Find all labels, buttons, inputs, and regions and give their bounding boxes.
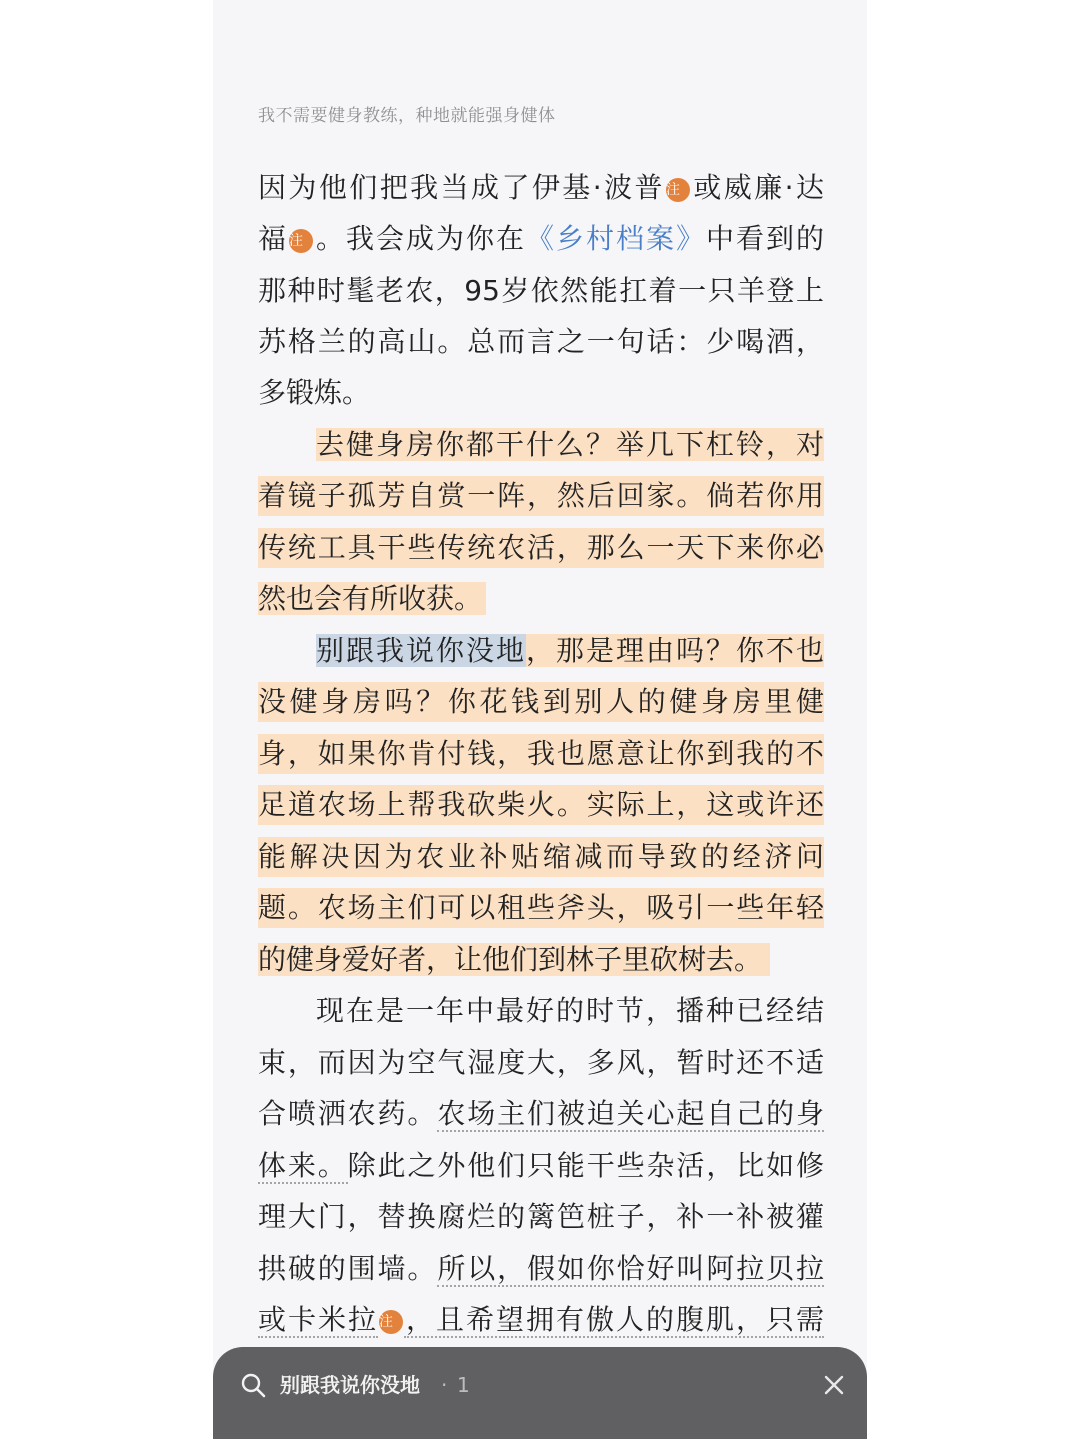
highlighted-line[interactable]: 能解决因为农业补贴缩减而导致的经济问 bbox=[258, 837, 824, 877]
highlighted-text[interactable]: 的健身爱好者，让他们到林子里砍树去。 bbox=[258, 943, 770, 976]
footnote-marker[interactable]: 注 bbox=[289, 229, 313, 253]
text-line: 多锻炼。 bbox=[258, 376, 371, 409]
underlined-text[interactable]: ，且希望拥有傲人的腹肌，只需 bbox=[404, 1303, 824, 1336]
text-line bbox=[316, 631, 824, 671]
search-icon[interactable] bbox=[239, 1371, 267, 1399]
search-query[interactable]: 别跟我说你没地 bbox=[280, 1373, 420, 1397]
search-result-count: 1 bbox=[457, 1373, 470, 1397]
text-line: 现在是一年中最好的时节，播种已经结 bbox=[316, 994, 824, 1027]
search-match[interactable]: 别跟我说你没地 bbox=[316, 634, 526, 667]
chapter-title: 我不需要健身教练，种地就能强身健体 bbox=[258, 106, 556, 126]
text-line: 那种时髦老农，95岁依然能扛着一只羊登上 bbox=[258, 274, 824, 307]
text-line bbox=[258, 579, 486, 619]
highlighted-line[interactable]: 没健身房吗？你花钱到别人的健身房里健 bbox=[258, 682, 824, 722]
underlined-text[interactable]: 农场主们被迫关心起自己的身 bbox=[437, 1097, 824, 1130]
underlined-text[interactable]: 或卡米拉 bbox=[258, 1303, 378, 1336]
text-span: 拱破的围墙。 bbox=[258, 1252, 438, 1285]
text-line: 束，而因为空气湿度大，多风，暂时还不适 bbox=[258, 1046, 824, 1079]
highlighted-line[interactable]: 足道农场上帮我砍柴火。实际上，这或许还 bbox=[258, 785, 824, 825]
text-span: 合喷洒农药。 bbox=[258, 1097, 438, 1130]
text-span: 或威廉·达 bbox=[690, 171, 824, 204]
close-icon[interactable] bbox=[821, 1372, 847, 1398]
highlighted-text[interactable]: ，那是理由吗？你不也 bbox=[526, 634, 824, 667]
text-line: 理大门，替换腐烂的篱笆桩子，补一补被獾 bbox=[258, 1200, 824, 1233]
text-line bbox=[258, 1094, 824, 1134]
text-line: 苏格兰的高山。总而言之一句话：少喝酒， bbox=[258, 325, 824, 358]
footnote-marker[interactable]: 注 bbox=[379, 1310, 403, 1334]
text-line bbox=[258, 1300, 824, 1340]
underlined-text[interactable]: 体来。 bbox=[258, 1149, 348, 1182]
highlighted-text[interactable]: 然也会有所收获。 bbox=[258, 582, 486, 615]
book-link[interactable]: 《乡村档案》 bbox=[525, 222, 706, 255]
highlighted-text[interactable]: 去健身房你都干什么？举几下杠铃，对 bbox=[316, 428, 824, 461]
highlighted-line[interactable]: 题。农场主们可以租些斧头，吸引一些年轻 bbox=[258, 888, 824, 928]
search-separator: · bbox=[441, 1373, 448, 1397]
text-line bbox=[258, 219, 824, 259]
reader-page bbox=[213, 0, 867, 1439]
text-line bbox=[258, 1146, 824, 1186]
text-span: 。我会成为你在 bbox=[314, 222, 526, 255]
text-span: 除此之外他们只能干些杂活，比如修 bbox=[347, 1149, 824, 1182]
footnote-marker[interactable]: 注 bbox=[666, 178, 690, 202]
text-line bbox=[258, 940, 770, 980]
highlighted-line[interactable]: 身，如果你肯付钱，我也愿意让你到我的不 bbox=[258, 734, 824, 774]
text-span: 福 bbox=[258, 222, 288, 255]
text-span: 因为他们把我当成了伊基·波普 bbox=[258, 171, 665, 204]
text-span: 中看到的 bbox=[705, 222, 824, 255]
highlighted-line[interactable]: 着镜子孤芳自赏一阵，然后回家。倘若你用 bbox=[258, 476, 824, 516]
underlined-text[interactable]: 所以，假如你恰好叫阿拉贝拉 bbox=[437, 1252, 824, 1285]
search-result-bar bbox=[213, 1347, 867, 1439]
text-line bbox=[316, 425, 824, 465]
text-line bbox=[258, 168, 824, 208]
text-line bbox=[258, 1249, 824, 1289]
highlighted-line[interactable]: 传统工具干些传统农活，那么一天下来你必 bbox=[258, 528, 824, 568]
